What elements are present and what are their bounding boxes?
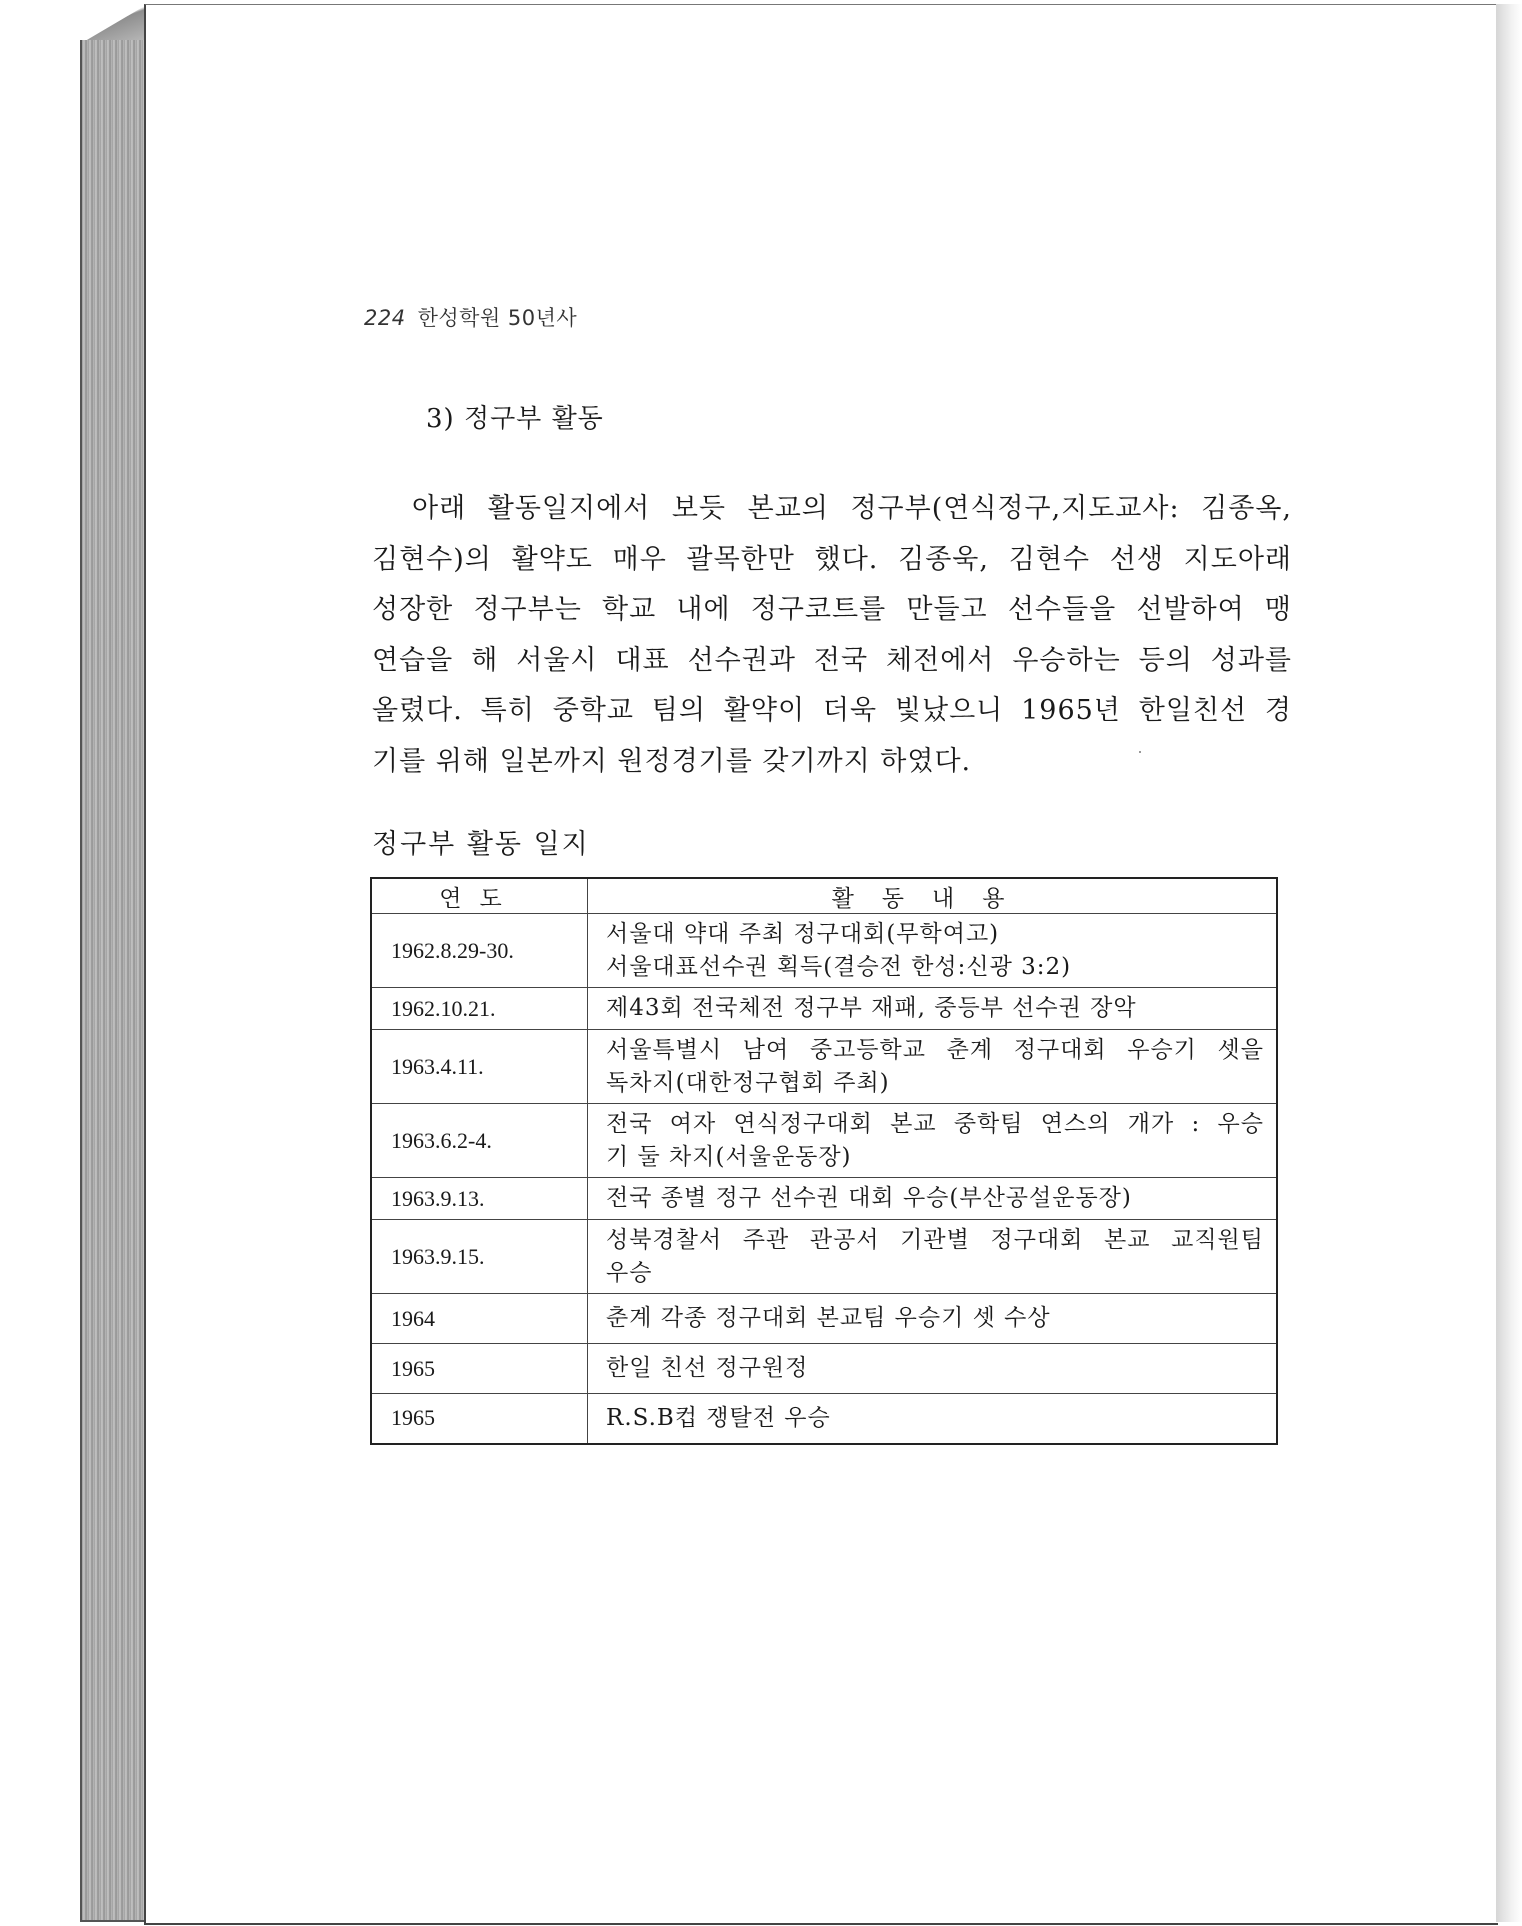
body-line: 김현수)의 활약도 매우 괄목한만 했다. 김종욱, 김현수 선생 지도아래	[372, 543, 1292, 575]
table-caption: 정구부 활동 일지	[372, 829, 590, 860]
row-year: 1962.8.29-30.	[371, 914, 588, 988]
body-line: 연습을 해 서울시 대표 선수권과 전국 체전에서 우승하는 등의 성과를	[372, 644, 1292, 676]
row-content	[588, 914, 1278, 988]
content-line: 전국 여자 연식정구대회 본교 중학팀 연스의 개가 : 우승	[606, 1110, 1264, 1137]
row-content	[588, 1344, 1278, 1394]
body-paragraph	[372, 484, 1292, 787]
content-line: 서울대 약대 주최 정구대회(무학여고)	[606, 920, 1000, 947]
row-year: 1964	[371, 1294, 588, 1344]
content-line: 전국 종별 정구 선수권 대회 우승(부산공설운동장)	[606, 1185, 1132, 1211]
column-header-year: 연도	[371, 878, 588, 914]
table-row	[371, 1030, 1277, 1104]
content-line: 기 둘 차지(서울운동장)	[606, 1143, 852, 1170]
table-row	[371, 914, 1277, 988]
row-year: 1963.4.11.	[371, 1030, 588, 1104]
book-stack-corner	[80, 4, 148, 44]
row-content	[588, 1178, 1278, 1220]
body-line: 아래 활동일지에서 보듯 본교의 정구부(연식정구,지도교사: 김종옥,	[412, 493, 1292, 524]
content-line: 한일 친선 정구원정	[606, 1355, 809, 1381]
row-year: 1962.10.21.	[371, 988, 588, 1030]
table-row	[371, 1104, 1277, 1178]
body-line: 성장한 정구부는 학교 내에 정구코트를 만들고 선수들을 선발하여 맹	[372, 594, 1292, 625]
content-line: 서울대표선수권 획득(결승전 한성:신광 3:2)	[606, 953, 1072, 980]
book-page-stack	[80, 40, 150, 1922]
content-line: 춘계 각종 정구대회 본교팀 우승기 셋 수상	[606, 1305, 1051, 1331]
content-line: 독차지(대한정구협회 주최)	[606, 1069, 890, 1096]
row-content	[588, 988, 1278, 1030]
table-row	[371, 1178, 1277, 1220]
content-line: 우승	[606, 1259, 653, 1286]
section-heading: 3) 정구부 활동	[426, 404, 604, 434]
table-header-row	[371, 878, 1277, 914]
content-line: 서울특별시 남여 중고등학교 춘계 정구대회 우승기 셋을	[606, 1036, 1264, 1063]
table-row	[371, 1220, 1277, 1294]
body-line: 기를 위해 일본까지 원정경기를 갖기까지 하였다.	[372, 745, 972, 777]
table-row	[371, 1394, 1277, 1444]
row-content	[588, 1294, 1278, 1344]
table-row	[371, 988, 1277, 1030]
content-line: 성북경찰서 주관 관공서 기관별 정구대회 본교 교직원팀	[606, 1226, 1264, 1253]
table-row	[371, 1294, 1277, 1344]
page-shadow	[1496, 4, 1522, 1922]
body-line: 올렸다. 특히 중학교 팀의 활약이 더욱 빛났으니 1965년 한일친선 경	[372, 695, 1292, 726]
content-line: R.S.B컵 쟁탈전 우승	[606, 1404, 831, 1431]
scan-speck	[1139, 751, 1141, 753]
activity-log-table	[370, 877, 1278, 1445]
table-row	[371, 1344, 1277, 1394]
column-header-content: 활동내용	[588, 878, 1278, 914]
row-content	[588, 1030, 1278, 1104]
row-year: 1963.9.13.	[371, 1178, 588, 1220]
row-year: 1965	[371, 1344, 588, 1394]
content-line: 제43회 전국체전 정구부 재패, 중등부 선수권 장악	[606, 995, 1137, 1021]
page-number: 224	[364, 306, 406, 330]
row-year: 1965	[371, 1394, 588, 1444]
book-title: 한성학원 50년사	[417, 306, 578, 330]
running-header	[364, 302, 577, 332]
row-content	[588, 1220, 1278, 1294]
row-content	[588, 1394, 1278, 1444]
row-year: 1963.9.15.	[371, 1220, 588, 1294]
row-year: 1963.6.2-4.	[371, 1104, 588, 1178]
row-content	[588, 1104, 1278, 1178]
